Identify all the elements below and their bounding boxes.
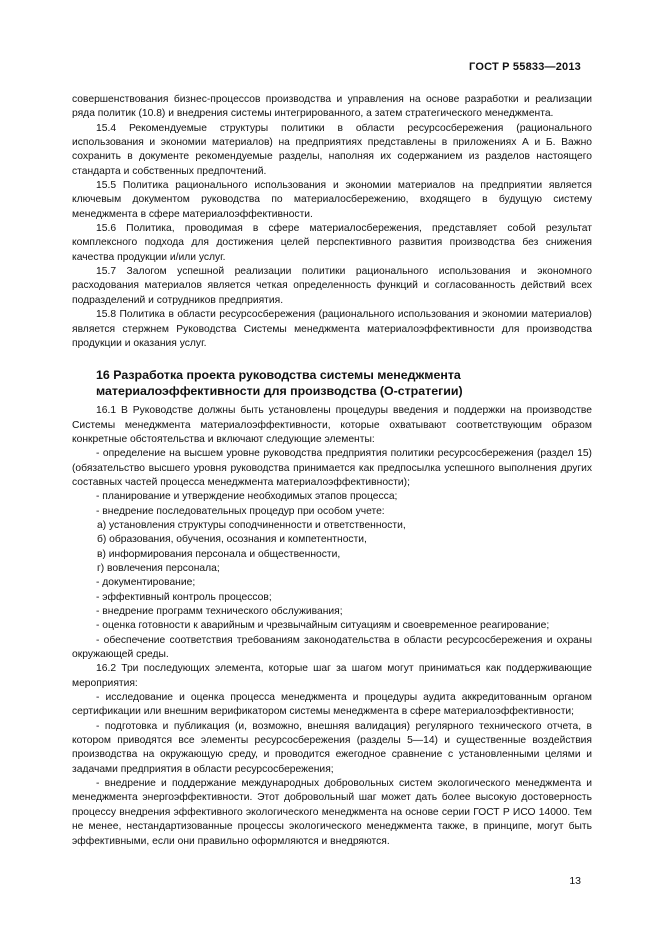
paragraph-15-8: 15.8 Политика в области ресурсосбережения (рационального использования и экономии материалов) является стержнем Руководства Системы менеджмента материалоэффективности для производства продукции и оказания услуг. xyxy=(72,309,592,349)
list-item: - определение на высшем уровне руководства предприятия политики ресурсосбережения (раздел 15) (обязательство высшего уровня руководства принимается как предпосылка успешного выполнения других составных частей процесса менеджмента материалоэффективности); xyxy=(72,448,592,488)
paragraph-15-6: 15.6 Политика, проводимая в сфере материалосбережения, представляет собой результат комплексного подхода для достижения целей перспективного развития производства без снижения качества продукции и/или услуг. xyxy=(72,223,592,263)
sublist-item: а) установления структуры соподчиненности и ответственности, xyxy=(97,519,406,531)
list-item: - исследование и оценка процесса менеджмента и процедуры аудита аккредитованным органом сертификации или внешним верификатором системы менеджмента в сфере материалоэффективности; xyxy=(72,692,592,718)
list-item: - внедрение и поддержание международных добровольных систем экологического менеджмента и менеджмента энергоэффективности. Этот добровольный шаг может дать более высокую достоверность процессу внедрения эффективного экологического менеджмента на основе серии ГОСТ Р ИСО 14000. Тем не менее, нестандартизованные процессы экологического менеджмента также, в принципе, могут быть эффективными, если они правильно оформляются и внедряются. xyxy=(72,778,592,847)
list-item: - внедрение программ технического обслуживания; xyxy=(96,606,343,617)
paragraph-continuation: совершенствования бизнес-процессов производства и управления на основе разработки и реализации ряда политик (10.8) и внедрения системы интегрированного, а затем стратегического менеджмента. xyxy=(72,94,592,120)
list-item: - обеспечение соответствия требованиям законодательства в области ресурсосбережения и охраны окружающей среды. xyxy=(72,634,592,661)
paragraph-16-2: 16.2 Три последующих элемента, которые шаг за шагом могут приниматься как поддерживающие мероприятия: xyxy=(72,663,592,689)
list-item: - подготовка и публикация (и, возможно, внешняя валидация) регулярного технического отчета, в котором приводятся все элементы ресурсосбережения (разделы 5—14) и существенные воздействия производства на окружающую среду, и проводится ежегодное сравнение с установленными целями и задачами предприятия в области ресурсосбережения; xyxy=(72,720,592,775)
sublist-item: г) вовлечения персонала; xyxy=(97,562,220,574)
sublist-item: в) информирования персонала и общественности, xyxy=(97,548,341,560)
paragraph-15-7: 15.7 Залогом успешной реализации политики рационального использования и экономного расходования материалов является четкая определенность функций и согласованность действий всех подразделений и сотрудников предприятия. xyxy=(72,266,592,306)
main-content xyxy=(72,93,592,849)
paragraph-15-5: 15.5 Политика рационального использования и экономии материалов на предприятии является ключевым документом руководства по материалосбережению, входящего в будущую систему менеджмента в сфере материалоэффективности. xyxy=(72,180,592,220)
section-16-heading xyxy=(72,367,592,399)
list-item: - внедрение последовательных процедур при особом учете: xyxy=(96,505,385,517)
list-item: - оценка готовности к аварийным и чрезвычайным ситуациям и своевременное реагирование; xyxy=(96,620,550,632)
paragraph-15-4: 15.4 Рекомендуемые структуры политики в области ресурсосбережения (рационального использования и экономии материалов) на предприятиях представлены в приложениях А и Б. Важно сохранить в документе рекомендуемые разделы, наполняя их содержанием из разделов настоящего стандарта и собственных предпочтений. xyxy=(72,122,592,177)
list-item: - планирование и утверждение необходимых этапов процесса; xyxy=(96,491,398,503)
page-number: 13 xyxy=(569,875,581,887)
list-item: - документирование; xyxy=(96,577,196,589)
section-16-heading-line2: материалоэффективности для производства (О-стратегии) xyxy=(96,384,463,399)
sublist-item: б) образования, обучения, осознания и компетентности, xyxy=(97,534,367,546)
standard-code: ГОСТ Р 55833—2013 xyxy=(469,61,581,73)
section-16-heading-line1: 16 Разработка проекта руководства системы менеджмента xyxy=(96,368,461,383)
list-item: - эффективный контроль процессов; xyxy=(96,591,272,603)
paragraph-16-1: 16.1 В Руководстве должны быть установлены процедуры введения и поддержки на производстве Системы менеджмента материалоэффективности, которые охватывают соответствующим образом конкретные обстоятельства и включают следующие элементы: xyxy=(72,405,592,445)
